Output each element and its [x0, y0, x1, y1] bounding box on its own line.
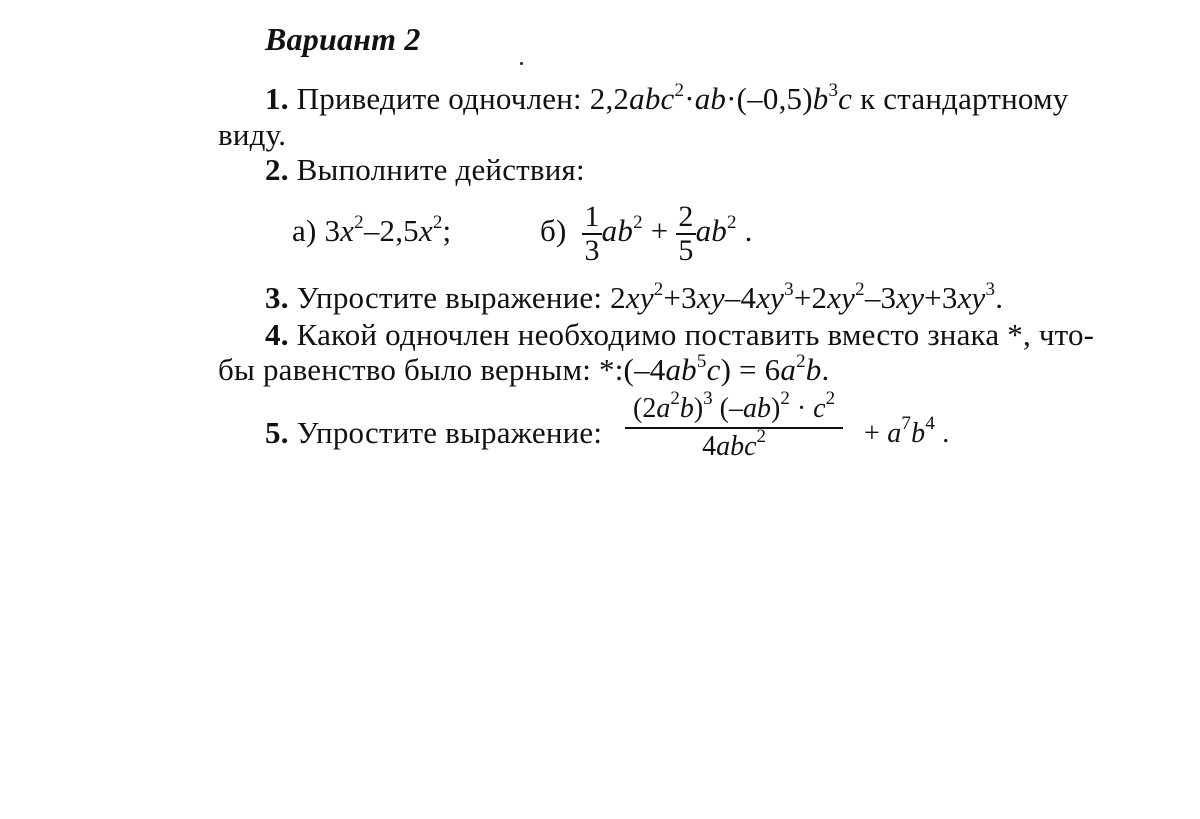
task-4-number: 4.	[265, 317, 289, 352]
task-3-text: Упростите выражение:	[296, 280, 603, 315]
task-5-text: Упростите выражение:	[296, 415, 603, 450]
task-1-tail: к стандартному	[860, 81, 1069, 116]
task-2a-label: а)	[292, 213, 317, 248]
task-1-line-2: виду.	[218, 117, 287, 152]
task-4-line-1	[265, 318, 1094, 352]
task-2-number: 2.	[265, 152, 289, 187]
variant-title: Вариант 2	[265, 21, 421, 57]
task-3-expression: $2xy^2+3xy-4xy^3+2xy^2-3xy+3xy^3$.	[610, 279, 1004, 315]
task-4-line-2	[218, 353, 829, 387]
task-1-number: 1.	[265, 81, 289, 116]
task-5-fraction	[625, 388, 843, 463]
task-3-line	[265, 281, 1003, 315]
task-5-denominator: 4abc$^2$	[702, 426, 766, 462]
fraction-two-fifths: $\frac{2}{5}$	[678, 199, 694, 267]
task-1-text: Приведите одночлен:	[296, 81, 582, 116]
task-2-text: Выполните действия:	[296, 152, 585, 187]
task-1-expression: $2,2abc^2\cdot ab\cdot(-0,5)b^3c$	[589, 80, 853, 116]
task-4-equation: $*:(-4ab^5c) = 6a^2b$.	[599, 351, 830, 387]
stray-dot	[520, 62, 523, 65]
task-1-line-1	[265, 82, 1069, 116]
task-2a-expression: $3x^2-2,5x^2$;	[324, 212, 452, 248]
task-2b	[540, 196, 753, 267]
task-2b-term-1: $ab^2$ +	[601, 212, 669, 248]
task-2b-term-2: $ab^2$ .	[695, 212, 753, 248]
task-2a	[292, 214, 451, 248]
task-2-line	[265, 153, 585, 187]
task-4-text-2: бы равенство было верным:	[218, 352, 592, 387]
task-4-text: Какой одночлен необходимо поставить вместо знака *, что-	[296, 317, 1095, 352]
task-2b-label: б)	[540, 213, 567, 248]
task-5-fraction-bar	[625, 427, 843, 429]
task-5-numerator: $(2a^2b)^3$ $(-ab)^2 \cdot c^2$	[633, 388, 836, 424]
task-5-number: 5.	[265, 415, 289, 450]
task-3-number: 3.	[265, 280, 289, 315]
task-5-tail: + $a^7b^4$ .	[864, 413, 950, 449]
task-5-line	[265, 416, 602, 450]
fraction-one-third: $\frac{1}{3}$	[584, 199, 600, 267]
